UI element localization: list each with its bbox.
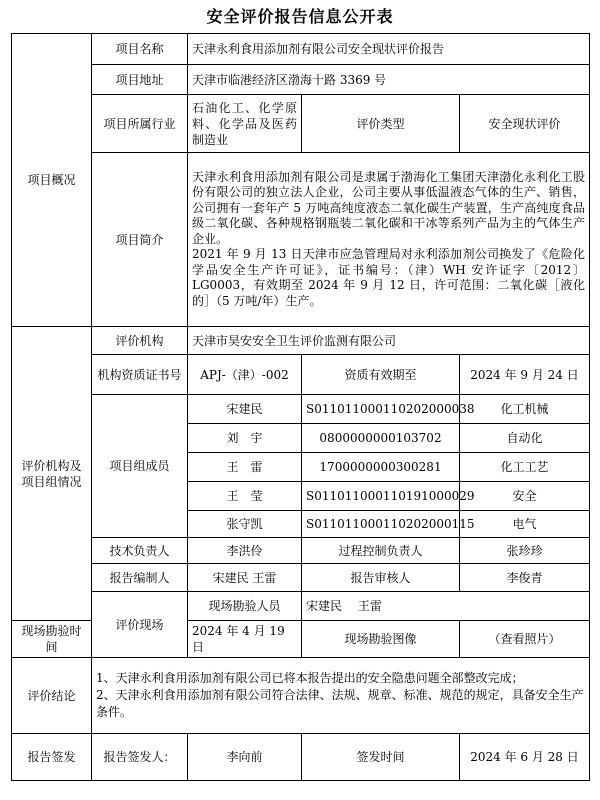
member-name: 宋建民 xyxy=(188,395,302,424)
member-cert: S011011000110202000115 xyxy=(302,511,460,538)
cert-value: APJ-（津）-002 xyxy=(188,355,302,395)
member-name: 张守凯 xyxy=(188,511,302,538)
org-value: 天津市昊安安全卫生评价监测有限公司 xyxy=(188,327,590,355)
signer-label: 报告签发人： xyxy=(92,734,188,781)
sign-date-value: 2024 年 6 月 28 日 xyxy=(460,734,590,781)
org-label: 评价机构 xyxy=(92,327,188,355)
project-name-value: 天津永利食用添加剂有限公司安全现状评价报告 xyxy=(188,34,590,65)
site-time-value: 2024 年 4 月 19 日 xyxy=(188,621,302,658)
industry-label: 项目所属行业 xyxy=(92,95,188,153)
member-name: 王 雷 xyxy=(188,453,302,482)
project-address-label: 项目地址 xyxy=(92,65,188,95)
reviewer-value: 李俊青 xyxy=(460,564,590,592)
validity-label: 资质有效期至 xyxy=(302,355,460,395)
signer-value: 李向前 xyxy=(188,734,302,781)
section-site: 评价现场 xyxy=(92,592,188,658)
conclusion-item-2: 2、天津永利食用添加剂有限公司符合法律、法规、规章、标准、规范的规定，具备安全生产条件。 xyxy=(96,688,584,719)
member-field: 自动化 xyxy=(460,424,590,453)
member-field: 化工机械 xyxy=(460,395,590,424)
member-field: 化工工艺 xyxy=(460,453,590,482)
intro-text xyxy=(188,153,590,327)
member-cert: 0800000000103702 xyxy=(302,424,460,453)
industry-value: 石油化工、化学原料、化学品及医药制造业 xyxy=(188,95,302,153)
site-staff-value: 宋建民 王雷 xyxy=(302,592,590,621)
intro-label: 项目简介 xyxy=(92,153,188,327)
project-address-value: 天津市临港经济区渤海十路 3369 号 xyxy=(188,65,590,95)
tech-lead-label: 技术负责人 xyxy=(92,538,188,564)
cert-label: 机构资质证书号 xyxy=(92,355,188,395)
reviewer-label: 报告审核人 xyxy=(302,564,460,592)
info-table xyxy=(11,33,590,781)
page-title: 安全评价报告信息公开表 xyxy=(206,7,394,26)
member-name: 王 莹 xyxy=(188,482,302,511)
section-agency: 评价机构及项目组情况 xyxy=(12,327,92,621)
project-name-label: 项目名称 xyxy=(92,34,188,65)
site-time-label: 现场勘验时间 xyxy=(12,621,92,658)
site-staff-label: 现场勘验人员 xyxy=(188,592,302,621)
writer-value: 宋建民 王雷 xyxy=(188,564,302,592)
member-cert: S011011000110202000038 xyxy=(302,395,460,424)
member-name: 刘 宇 xyxy=(188,424,302,453)
conclusion-text xyxy=(92,658,590,734)
sign-date-label: 签发时间 xyxy=(302,734,460,781)
member-cert: S011011000110191000029 xyxy=(302,482,460,511)
process-lead-value: 张珍珍 xyxy=(460,538,590,564)
section-overview: 项目概况 xyxy=(12,34,92,327)
view-photos-link[interactable]: （查看照片） xyxy=(460,621,590,658)
member-field: 电气 xyxy=(460,511,590,538)
site-image-label: 现场勘验图像 xyxy=(302,621,460,658)
eval-type-value: 安全现状评价 xyxy=(460,95,590,153)
intro-paragraph-2: 2021 年 9 月 13 日天津市应急管理局对永利添加剂公司换发了《危险化学品安全生产许可证》，证书编号：（津）WH 安许证字〔2012〕LG0003，有效期至 2024 年 9 月 12 日，许可范围：二氧化碳［液化的］（5 万吨/年）生产。 xyxy=(192,247,586,308)
tech-lead-value: 李洪伶 xyxy=(188,538,302,564)
intro-paragraph-1: 天津永利食用添加剂有限公司是隶属于渤海化工集团天津渤化永利化工股份有限公司的独立法人企业，公司主要从事低温液态气体的生产、销售，公司拥有一套年产 5 万吨高纯度液态二氧化碳生产装置，生产高纯度食品级二氧化碳、各种规格钢瓶装二氧化碳和干冰等系列产品为主的气体生产企业。 xyxy=(192,169,586,246)
process-lead-label: 过程控制负责人 xyxy=(302,538,460,564)
validity-value: 2024 年 9 月 24 日 xyxy=(460,355,590,395)
conclusion-item-1: 1、天津永利食用添加剂有限公司已将本报告提出的安全隐患问题全部整改完成； xyxy=(96,671,524,685)
section-signoff: 报告签发 xyxy=(12,734,92,781)
writer-label: 报告编制人 xyxy=(92,564,188,592)
member-field: 安全 xyxy=(460,482,590,511)
eval-type-label: 评价类型 xyxy=(302,95,460,153)
section-conclusion: 评价结论 xyxy=(12,658,92,734)
member-cert: 1700000000300281 xyxy=(302,453,460,482)
members-label: 项目组成员 xyxy=(92,395,188,538)
